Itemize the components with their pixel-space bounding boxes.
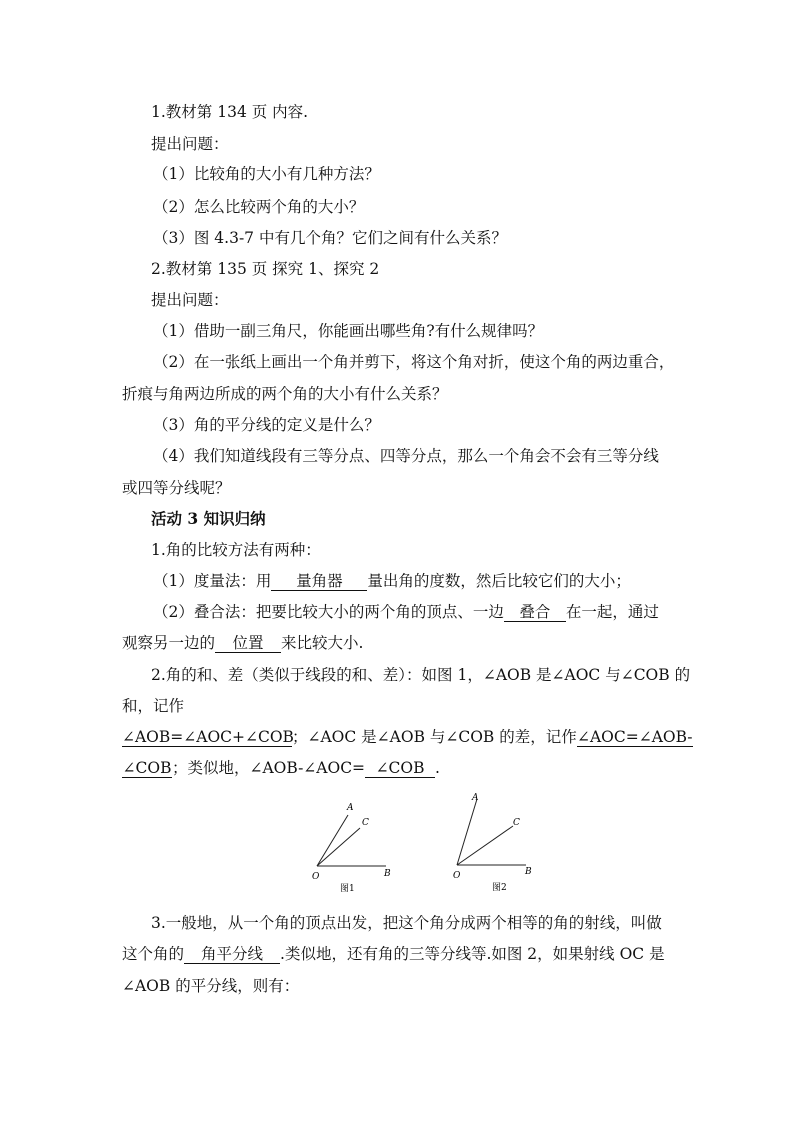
- activity3-point-3c: ∠AOB 的平分线，则有：: [122, 977, 300, 995]
- activity3-title: 活动 3 知识归纳: [151, 509, 266, 528]
- ray-OA: [457, 799, 477, 865]
- bisector-blank: 角平分线: [184, 945, 280, 964]
- point-label-B: B: [384, 869, 391, 879]
- point-label-B: B: [525, 867, 532, 877]
- activity3-point-2b: 和，记作: [122, 697, 185, 715]
- activity3-point-2a: 2.角的和、差（类似于线段的和、差）：如图 1，∠AOB 是∠AOC 与∠COB 的: [151, 666, 691, 684]
- section2-question-4b: 或四等分线呢？: [122, 479, 231, 497]
- section2-heading: 2.教材第 135 页 探究 1、探究 2: [151, 260, 380, 278]
- section2-question-1: （1）借助一副三角尺，你能画出哪些角?有什么规律吗？: [153, 322, 544, 340]
- section2-question-2a: （2）在一张纸上画出一个角并剪下，将这个角对折，使这个角的两边重合，: [153, 353, 675, 371]
- method-overlay-text-pre-2: 观察另一边的: [122, 634, 216, 652]
- point-label-C: C: [362, 818, 369, 828]
- ray-OC: [457, 826, 513, 865]
- angle-diff-text: ；∠AOC 是∠AOB 与∠COB 的差，记作: [292, 728, 577, 746]
- figure-2-caption: 图2: [492, 883, 507, 893]
- method-measure-text-post: 量出角的度数，然后比较它们的大小；: [367, 572, 631, 590]
- figure-1-diagram: [300, 792, 410, 902]
- angle-diff-line: [122, 758, 440, 778]
- section2-question-2b: 折痕与角两边所成的两个角的大小有什么关系？: [122, 385, 448, 403]
- activity3-point-1: 1.角的比较方法有两种：: [151, 541, 321, 559]
- point-label-O: O: [312, 872, 320, 882]
- method-measure-line: [153, 571, 631, 591]
- point-label-A: A: [472, 793, 479, 803]
- bisector-text-post: .类似地，还有角的三等分线等.如图 2，如果射线 OC 是: [280, 945, 665, 963]
- activity3-point-3a: 3.一般地，从一个角的顶点出发，把这个角分成两个相等的角的射线，叫做: [151, 914, 662, 932]
- section2-question-4a: （4）我们知道线段有三等分点、四等分点，那么一个角会不会有三等分线: [153, 447, 659, 465]
- angle-diff-blank-2: ∠COB: [122, 759, 172, 777]
- section2-question-3: （3）角的平分线的定义是什么？: [153, 416, 380, 434]
- figure-2-diagram: [440, 788, 550, 898]
- angle-similar-text: ；类似地，∠AOB-∠AOC=: [172, 759, 366, 777]
- bisector-text-pre: 这个角的: [122, 945, 185, 963]
- method-overlay-text-pre: （2）叠合法：把要比较大小的两个角的顶点、一边: [153, 603, 504, 621]
- angle-diff-blank: ∠AOC=∠AOB-: [576, 728, 693, 746]
- ray-OA: [317, 815, 348, 866]
- angle-sum-blank: ∠AOB=∠AOC+∠COB: [122, 728, 294, 746]
- section1-question-3: （3）图 4.3-7 中有几个角？它们之间有什么关系？: [153, 229, 507, 247]
- method-measure-text-pre: （1）度量法：用: [153, 572, 272, 590]
- method-overlay-blank: 叠合: [504, 603, 566, 622]
- method-overlay-text-post-2: 来比较大小.: [281, 634, 364, 652]
- figure-1-caption: 图1: [340, 884, 355, 894]
- section1-heading: 1.教材第 134 页 内容.: [151, 103, 309, 121]
- angle-similar-blank: ∠COB: [365, 759, 435, 778]
- angle-similar-end: .: [435, 759, 440, 777]
- method-measure-blank: 量角器: [271, 572, 367, 591]
- angle-sum-line: [122, 727, 693, 747]
- section2-prompt: 提出问题：: [151, 291, 229, 309]
- section1-question-2: （2）怎么比较两个角的大小？: [153, 198, 365, 216]
- figure-2: [440, 788, 550, 898]
- method-overlay-line: [153, 602, 659, 622]
- point-label-A: A: [347, 803, 354, 813]
- point-label-C: C: [513, 818, 520, 828]
- section1-prompt: 提出问题：: [151, 135, 229, 153]
- section1-question-1: （1）比较角的大小有几种方法？: [153, 165, 380, 183]
- bisector-line: [122, 944, 665, 964]
- figure-1: [300, 792, 410, 902]
- method-overlay-blank-2: 位置: [215, 634, 281, 653]
- method-overlay-text-post: 在一起，通过: [565, 603, 659, 621]
- ray-OC: [317, 828, 360, 866]
- method-overlay-line-2: [122, 633, 363, 653]
- point-label-O: O: [453, 871, 461, 881]
